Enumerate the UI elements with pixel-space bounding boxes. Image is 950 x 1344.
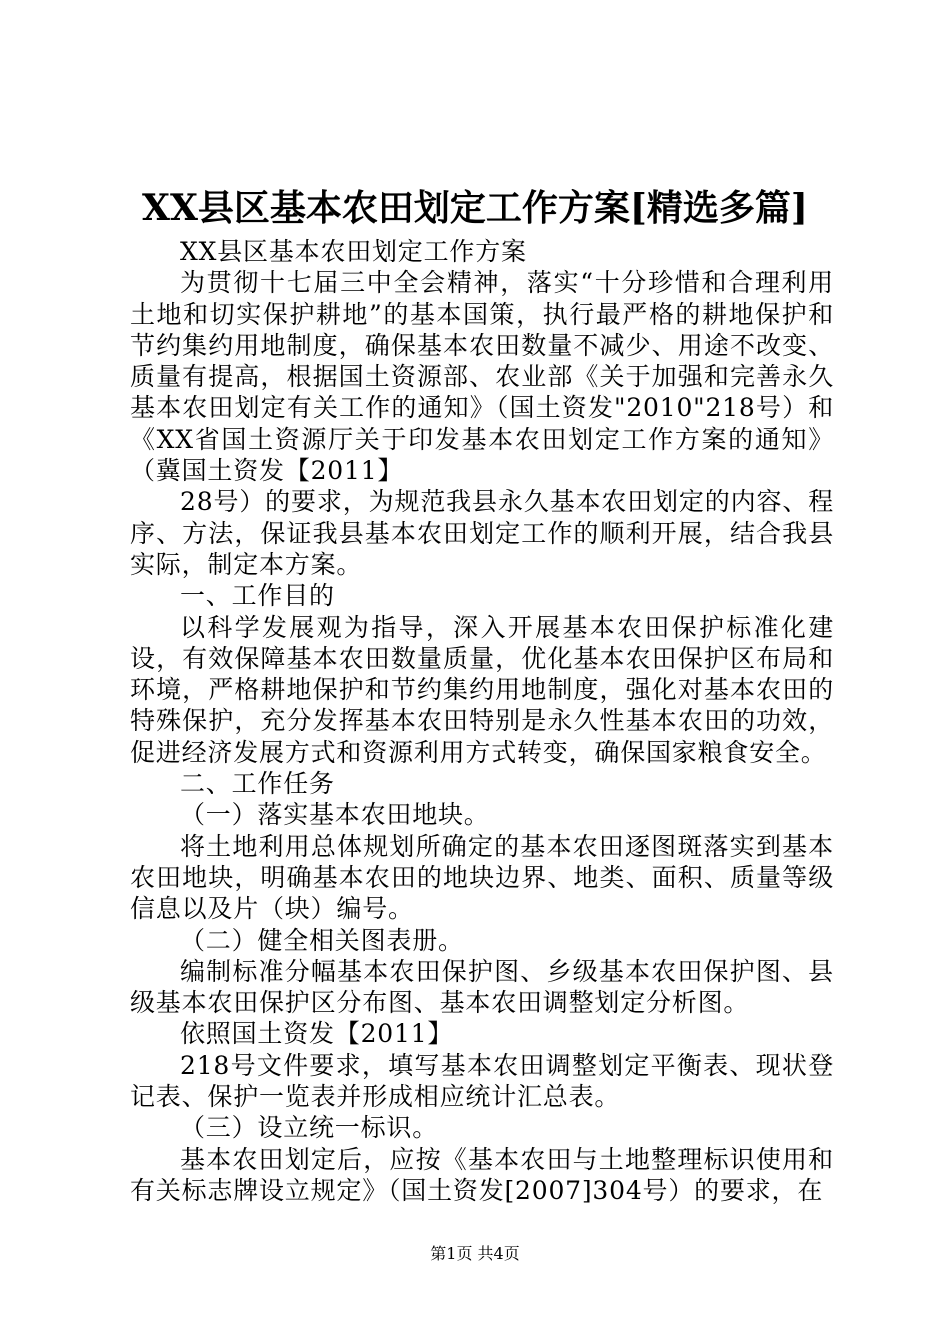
page-footer: 第1页 共4页 <box>430 1244 520 1263</box>
paragraph-task-3: 基本农田划定后，应按《基本农田与土地整理标识使用和有关标志牌设立规定》（国土资发[2007]304号）的要求，在 <box>130 1144 834 1205</box>
paragraph-work-purpose: 以科学发展观为指导，深入开展基本农田保护标准化建设，有效保障基本农田数量质量，优化基本农田保护区布局和环境，严格耕地保护和节约集约用地制度，强化对基本农田的特殊保护，充分发挥基本农田特别是永久性基本农田的功效，促进经济发展方式和资源利用方式转变，确保国家粮食安全。 <box>130 612 834 767</box>
subheading-task-3: （三）设立统一标识。 <box>180 1113 439 1143</box>
paragraph-task-1: 将土地利用总体规划所确定的基本农田逐图斑落实到基本农田地块，明确基本农田的地块边界、地类、面积、质量等级信息以及片（块）编号。 <box>130 831 834 924</box>
subheading-task-2: （二）健全相关图表册。 <box>180 925 464 955</box>
paragraph-task-2: 编制标准分幅基本农田保护图、乡级基本农田保护图、县级基本农田保护区分布图、基本农田调整划定分析图。 <box>130 956 834 1018</box>
paragraph-intro-continued: 28号）的要求，为规范我县永久基本农田划定的内容、程序、方法，保证我县基本农田划定工作的顺利开展，结合我县实际，制定本方案。 <box>130 487 834 579</box>
paragraph-intro: 为贯彻十七届三中全会精神，落实“十分珍惜和合理利用土地和切实保护耕地”的基本国策，执行最严格的耕地保护和节约集约用地制度，确保基本农田数量不减少、用途不改变、质量有提高，根据国土资源部、农业部《关于加强和完善永久基本农田划定有关工作的通知》（国土资发"2010"218号）和《XX省国土资源厅关于印发基本农田划定工作方案的通知》（冀国土资发【2011】 <box>130 268 834 486</box>
section-heading-work-tasks: 二、工作任务 <box>180 769 335 799</box>
paragraph-subtitle: XX县区基本农田划定工作方案 <box>180 237 527 266</box>
document-title: XX县区基本农田划定工作方案[精选多篇] <box>142 187 808 229</box>
paragraph-task-2-reference: 依照国土资发【2011】 <box>180 1019 454 1049</box>
document-body <box>130 236 834 1206</box>
section-heading-work-purpose: 一、工作目的 <box>180 581 335 611</box>
subheading-task-1: （一）落实基本农田地块。 <box>180 800 490 830</box>
paragraph-task-2-continued: 218号文件要求，填写基本农田调整划定平衡表、现状登记表、保护一览表并形成相应统计汇总表。 <box>130 1050 834 1112</box>
